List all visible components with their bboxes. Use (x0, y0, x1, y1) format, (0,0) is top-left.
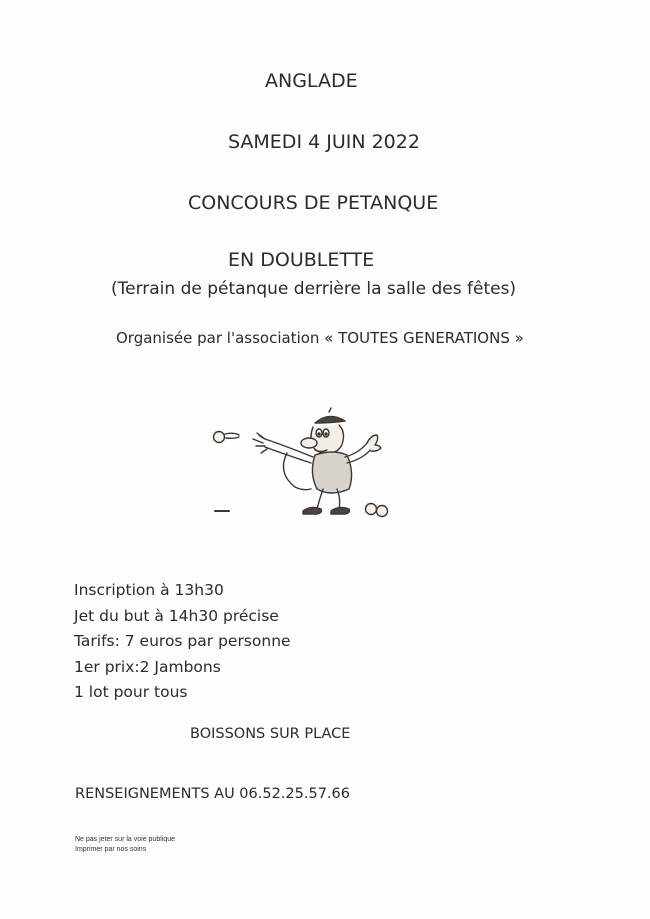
prize-for-all: 1 lot pour tous (74, 683, 188, 701)
fees: Tarifs: 7 euros par personne (74, 632, 291, 650)
event-details (74, 578, 291, 706)
event-organizer: Organisée par l'association « TOUTES GENERATIONS » (116, 329, 524, 347)
footer-disposal-note: Ne pas jeter sur la voie publique (75, 836, 176, 843)
event-format: EN DOUBLETTE (228, 249, 375, 271)
footer-print-note: Imprimer par nos soins (75, 846, 147, 853)
registration-time: Inscription à 13h30 (74, 581, 224, 599)
contact-info: RENSEIGNEMENTS AU 06.52.25.57.66 (75, 786, 350, 802)
event-date: SAMEDI 4 JUIN 2022 (228, 131, 420, 153)
event-location: (Terrain de pétanque derrière la salle des fêtes) (111, 279, 517, 299)
start-time: Jet du but à 14h30 précise (74, 606, 279, 625)
drinks-notice: BOISSONS SUR PLACE (190, 726, 351, 742)
event-title: CONCOURS DE PETANQUE (188, 192, 439, 214)
petanque-player-icon (205, 405, 400, 520)
first-prize: 1er prix:2 Jambons (74, 657, 221, 676)
town-title: ANGLADE (265, 70, 358, 92)
